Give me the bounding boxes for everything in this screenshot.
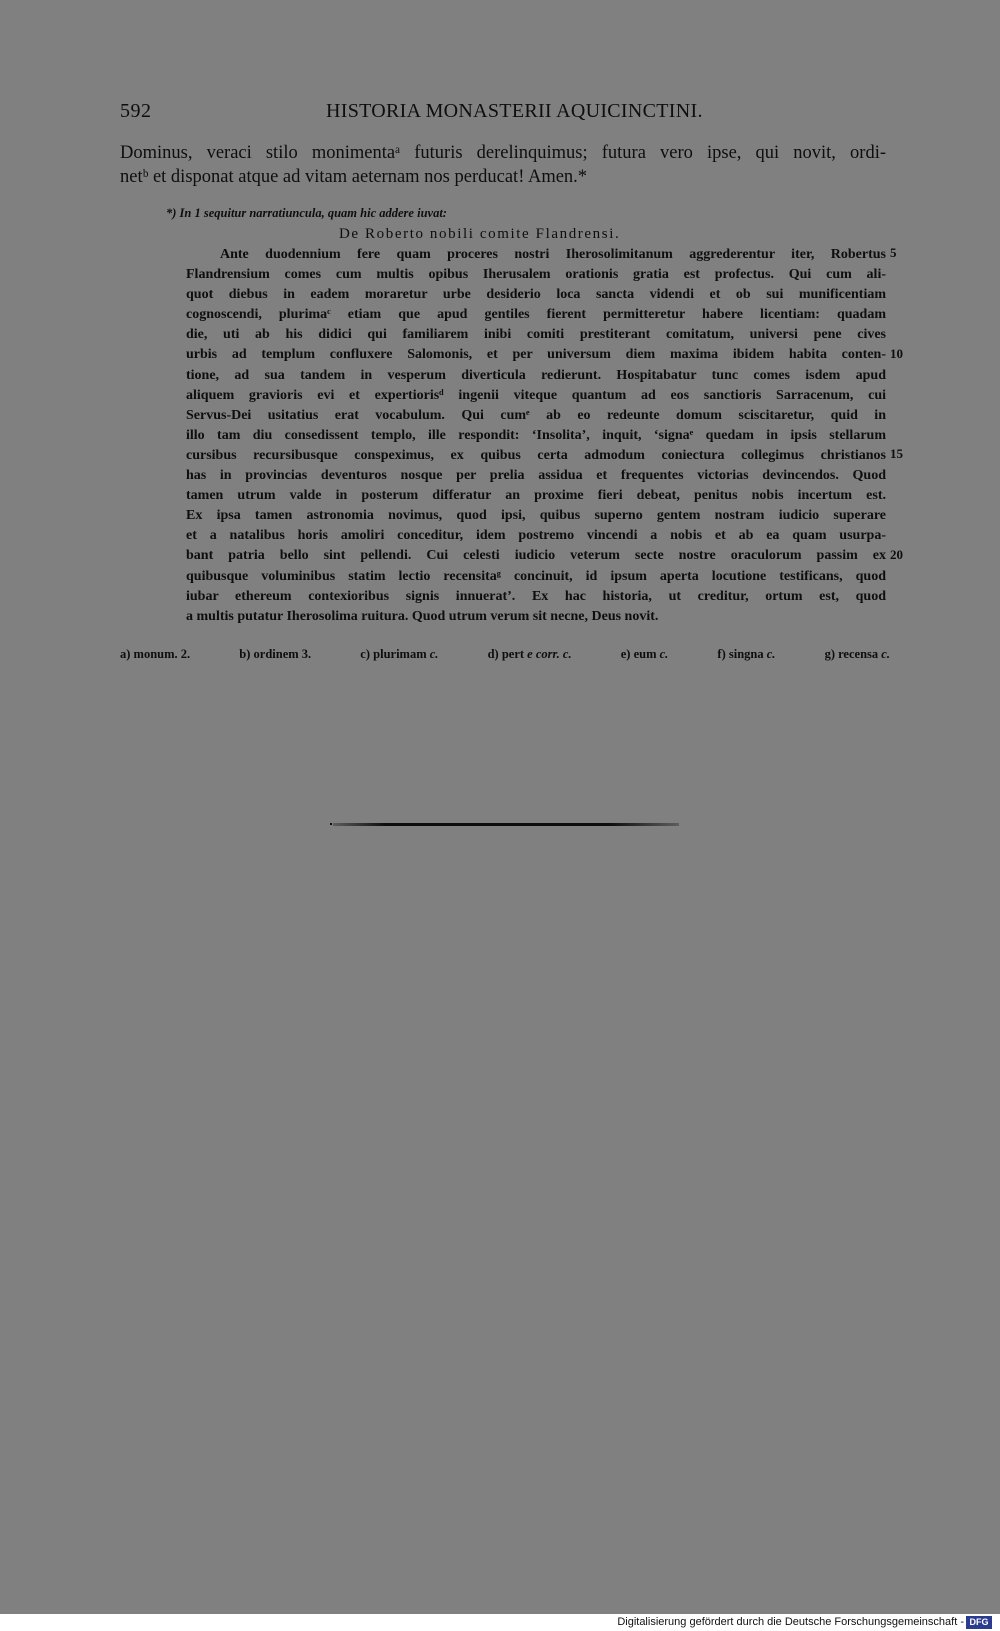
footnote-siglum: e corr. c. [527,647,572,661]
footnote-mark: e) [620,647,631,661]
note-line: bant patria bello sint pellendi. Cui celesti iudicio veterum secte nostre oraculorum passim ex [186,548,886,564]
footnote [825,647,890,662]
note-line: quibusque voluminibus statim lectio recensitaᵍ concinuit, id ipsum aperta locutione testificans, quod [186,568,886,584]
footnote-text: eum [633,647,657,661]
footnote [717,647,775,662]
footnote-siglum: c. [659,647,669,661]
main-text-line: Dominus, veraci stilo monimentaᵃ futuris derelinquimus; futura vero ipse, qui novit, ordi- [120,143,886,163]
footnote-text: pert [501,647,525,661]
margin-line-number: 20 [890,546,903,562]
note-line: die, uti ab his didici qui familiarem inibi comiti prestiterant comitatum, universi pene cives [186,327,886,343]
page-number: 592 [120,100,152,122]
footnote-siglum: c. [429,647,439,661]
separator-rule [333,823,679,826]
note-line: Servus-Dei usitatius erat vocabulum. Qui cumᵉ ab eo redeunte domum sciscitaretur, quid in [186,407,886,423]
note-line: illo tam diu consedissent templo, ille respondit: ‘Insolita’, inquit, ‘signaᵉ quedam in ipsis stellarum [186,427,886,443]
note-intro: *) In 1 sequitur narratiuncula, quam hic addere iuvat: [166,206,447,220]
dfg-logo: DFG [966,1616,992,1629]
footnote-mark: b) [239,647,251,661]
note-line: aliquem gravioris evi et expertiorisᵈ ingenii viteque quantum ad eos sanctioris Sarracenum, cui [186,387,886,403]
footnote-siglum: c. [766,647,776,661]
note-line: has in provincias deventuros nosque per prelia assidua et frequentes victorias devincendos. Quod [186,468,886,484]
footnote-mark: f) [717,647,726,661]
footnote [120,647,190,662]
footnote-text: recensa [838,647,879,661]
main-text-line: netᵇ et disponat atque ad vitam aeternam nos perducat! Amen.* [120,167,588,187]
footnote-mark: g) [824,647,835,661]
note-line: et a natalibus horis amoliri conceditur, idem postremo vincendi a nobis et ab ea quam usurpa- [186,528,886,544]
footnote-siglum: c. [881,647,890,661]
note-line: cursibus recursibusque conspeximus, ex quibus certa admodum coniectura collegimus christianos [186,447,886,463]
note-body [186,245,886,627]
note-line: quot diebus in eadem moraretur urbe desiderio loca sancta videndi et ob sui munificentiam [186,287,886,303]
footnote-mark: c) [360,647,371,661]
footnote-mark: d) [487,647,499,661]
note-line: tamen utrum valde in posterum differatur an proxime fieri debeat, penitus nobis incertum est. [186,488,886,504]
footnote [360,647,438,662]
note-line: Ante duodennium fere quam proceres nostri Iherosolimitanum aggrederentur iter, Robertus [220,247,886,262]
margin-line-number: 5 [890,245,897,260]
note-line: cognoscendi, plurimaᶜ etiam que apud gentiles fierent permitteretur habere licentiam: quadam [186,307,886,323]
note-line: urbis ad templum confluxere Salomonis, et per universum diem maxima ibidem habita conten- [186,347,886,363]
note-line: iubar ethereum contexioribus signis innuerat’. Ex hac historia, ut creditur, ortum est, quod [186,588,886,604]
footnote [488,647,572,662]
separator-dot [330,823,332,825]
note-line: tione, ad sua tandem in vesperum diverticula redierunt. Hospitabatur tunc comes isdem apud [186,367,886,383]
margin-line-number: 15 [890,446,903,461]
footnote-text: monum. 2. [133,647,191,661]
footnote-text: plurimam [373,647,427,661]
margin-line-number: 10 [890,345,903,361]
footnote-mark: a) [120,647,131,661]
note-line: Flandrensium comes cum multis opibus Iherusalem orationis gratia est profectus. Qui cum ali- [186,267,886,283]
footnotes [120,647,890,662]
note-line: a multis putatur Iherosolima ruitura. Quod utrum verum sit necne, Deus novit. [186,608,659,624]
note-title: De Roberto nobili comite Flandrensi. [339,226,621,242]
running-head: HISTORIA MONASTERII AQUICINCTINI. [326,100,703,122]
footnote [621,647,669,662]
footnote-text: ordinem 3. [253,647,312,661]
footnote-text: singna [728,647,764,661]
note-line: Ex ipsa tamen astronomia novimus, quod ipsi, quibus superno gentem nostram iudicio superare [186,508,886,524]
footer-credit: Digitalisierung gefördert durch die Deutsche Forschungsgemeinschaft - [617,1616,964,1628]
footnote [239,647,311,662]
main-text [120,141,886,189]
